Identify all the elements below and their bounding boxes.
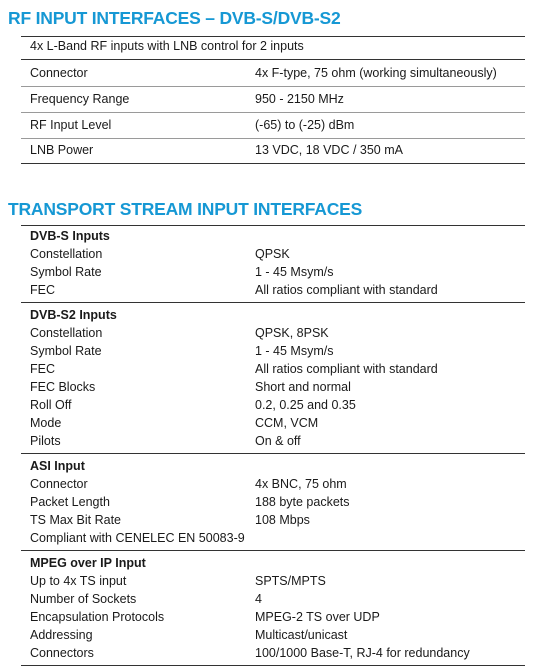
rf-intro-text: 4x L-Band RF inputs with LNB control for 2 inputs	[30, 39, 304, 53]
spec-key: Connectors	[30, 646, 94, 660]
spec-row	[30, 644, 525, 662]
spec-row-lnb-power	[30, 137, 525, 163]
spec-key: Constellation	[30, 326, 103, 340]
spec-row	[30, 414, 525, 432]
spec-value: (-65) to (-25) dBm	[255, 118, 355, 132]
spec-row	[30, 511, 525, 529]
divider	[21, 225, 525, 226]
spec-value: CCM, VCM	[255, 416, 319, 430]
spec-value: On & off	[255, 434, 301, 448]
spec-row	[30, 378, 525, 396]
spec-row	[30, 360, 525, 378]
spec-key: Pilots	[30, 434, 61, 448]
spec-value: 4x BNC, 75 ohm	[255, 477, 347, 491]
spec-value: 4x F-type, 75 ohm (working simultaneously)	[255, 66, 497, 80]
spec-row	[30, 590, 525, 608]
spec-value: Multicast/unicast	[255, 628, 348, 642]
divider	[21, 550, 525, 551]
spec-key: Frequency Range	[30, 92, 130, 106]
spec-row	[30, 432, 525, 450]
spec-key: Encapsulation Protocols	[30, 610, 165, 624]
spec-key: Compliant with CENELEC EN 50083-9	[30, 531, 245, 545]
group-title-dvb-s2: DVB-S2 Inputs	[30, 308, 117, 322]
spec-row	[30, 342, 525, 360]
rf-section-title: RF INPUT INTERFACES – DVB-S/DVB-S2	[8, 8, 341, 28]
spec-value: 950 - 2150 MHz	[255, 92, 344, 106]
divider	[21, 163, 525, 164]
group-title-mpeg-over-ip: MPEG over IP Input	[30, 556, 146, 570]
spec-key: Symbol Rate	[30, 265, 102, 279]
spec-key: FEC	[30, 362, 55, 376]
group-title-asi: ASI Input	[30, 459, 85, 473]
spec-row	[30, 572, 525, 590]
spec-value: Short and normal	[255, 380, 351, 394]
spec-value: QPSK, 8PSK	[255, 326, 329, 340]
spec-value: All ratios compliant with standard	[255, 283, 438, 297]
spec-key: Connector	[30, 66, 88, 80]
spec-key: Number of Sockets	[30, 592, 137, 606]
spec-value: 1 - 45 Msym/s	[255, 265, 334, 279]
spec-value: 0.2, 0.25 and 0.35	[255, 398, 356, 412]
spec-value: 13 VDC, 18 VDC / 350 mA	[255, 143, 403, 157]
divider	[21, 453, 525, 454]
spec-value: QPSK	[255, 247, 290, 261]
spec-row	[30, 396, 525, 414]
spec-key: FEC Blocks	[30, 380, 96, 394]
spec-row-frequency-range	[30, 86, 525, 112]
spec-row-connector	[30, 60, 525, 86]
spec-key: Packet Length	[30, 495, 110, 509]
spec-key: FEC	[30, 283, 55, 297]
spec-row	[30, 245, 525, 263]
spec-row-rf-input-level	[30, 112, 525, 138]
spec-value: MPEG-2 TS over UDP	[255, 610, 380, 624]
spec-key: TS Max Bit Rate	[30, 513, 121, 527]
spec-row	[30, 529, 525, 547]
divider	[21, 36, 525, 37]
spec-value: 1 - 45 Msym/s	[255, 344, 334, 358]
spec-row	[30, 608, 525, 626]
spec-key: LNB Power	[30, 143, 94, 157]
spec-key: Mode	[30, 416, 62, 430]
divider	[21, 302, 525, 303]
spec-key: Roll Off	[30, 398, 72, 412]
spec-value: 188 byte packets	[255, 495, 350, 509]
spec-key: Connector	[30, 477, 88, 491]
spec-value: 4	[255, 592, 262, 606]
divider	[21, 665, 525, 666]
group-title-dvb-s: DVB-S Inputs	[30, 229, 110, 243]
spec-row	[30, 324, 525, 342]
spec-key: Symbol Rate	[30, 344, 102, 358]
ts-section-title: TRANSPORT STREAM INPUT INTERFACES	[8, 199, 363, 219]
spec-value: 108 Mbps	[255, 513, 310, 527]
spec-key: Constellation	[30, 247, 103, 261]
spec-row	[30, 263, 525, 281]
spec-value: 100/1000 Base-T, RJ-4 for redundancy	[255, 646, 470, 660]
spec-value: SPTS/MPTS	[255, 574, 326, 588]
spec-row	[30, 475, 525, 493]
spec-key: RF Input Level	[30, 118, 112, 132]
spec-value: All ratios compliant with standard	[255, 362, 438, 376]
spec-row	[30, 281, 525, 299]
spec-key: Up to 4x TS input	[30, 574, 127, 588]
spec-row	[30, 626, 525, 644]
spec-key: Addressing	[30, 628, 93, 642]
spec-row	[30, 493, 525, 511]
